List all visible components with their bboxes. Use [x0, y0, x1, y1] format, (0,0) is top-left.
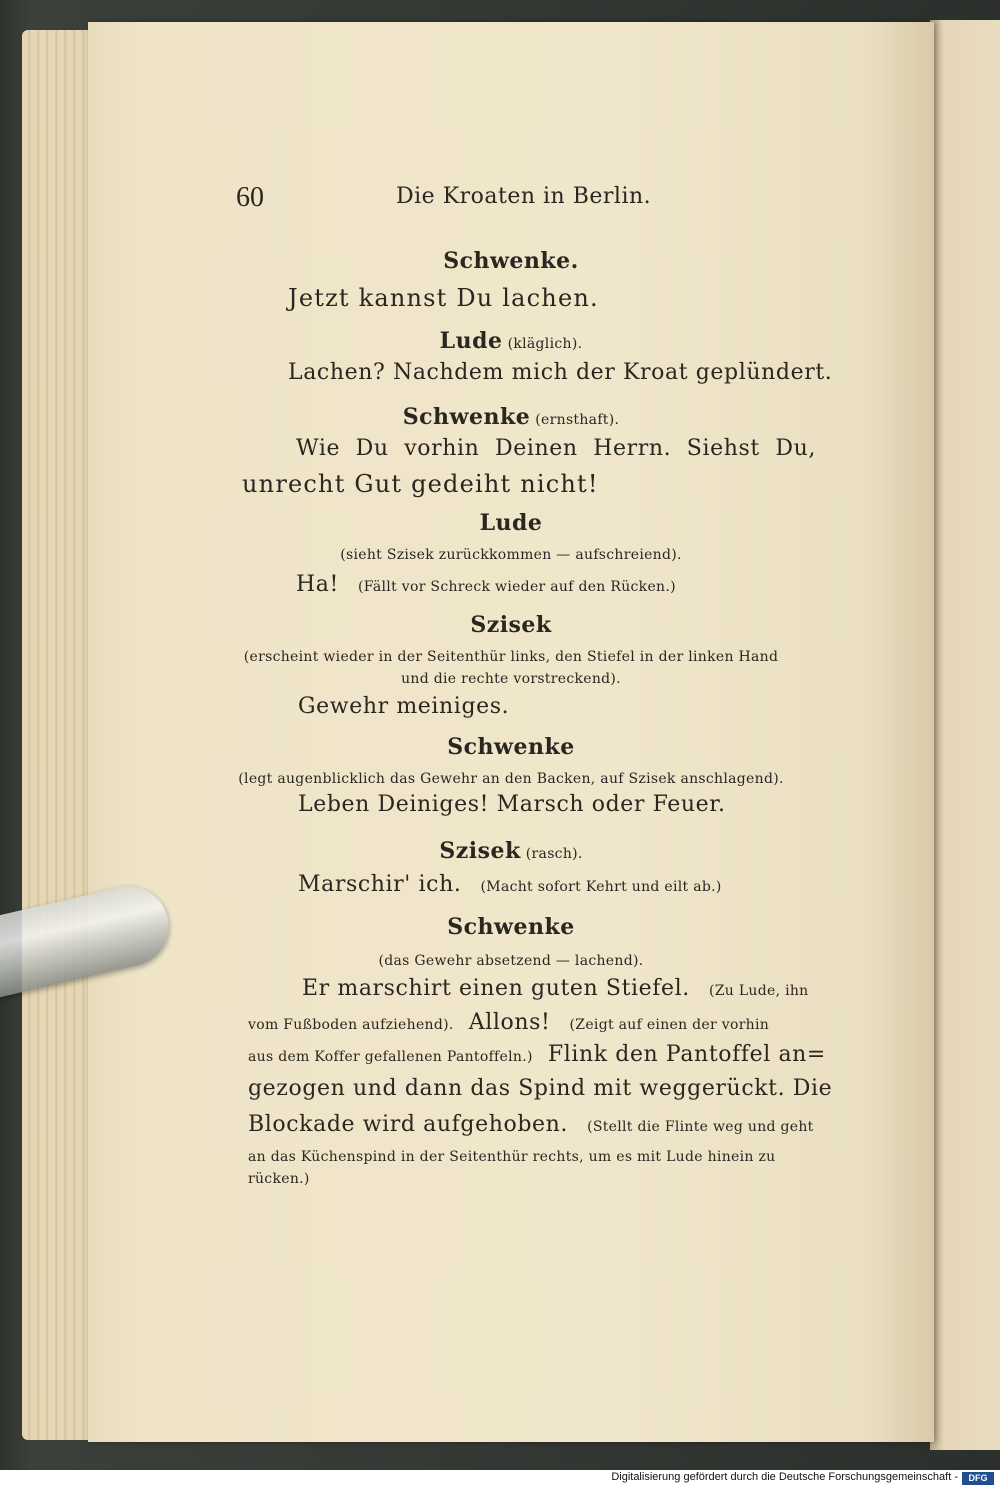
speech-text: Lachen? Nachdem mich der Kroat geplündert.	[288, 360, 833, 385]
stage-direction: vom Fußboden aufziehend).	[248, 1017, 454, 1033]
speech-line	[288, 284, 888, 312]
speaker-line	[88, 734, 934, 760]
speaker-name: Lude	[439, 328, 503, 354]
stage-direction: (Stellt die Flinte weg und geht	[587, 1119, 814, 1135]
footer-bar	[0, 1470, 1000, 1488]
speech-line	[248, 1112, 928, 1137]
stage-direction: an das Küchenspind in der Seitenthür rechts, um es mit Lude hinein zu	[248, 1149, 776, 1165]
speech-line	[242, 470, 842, 498]
speech-text: Marschir' ich.	[298, 872, 462, 897]
stage-direction: (kläglich).	[507, 336, 583, 352]
speech-text: Er marschirt einen guten Stiefel.	[302, 976, 690, 1001]
speaker-line	[88, 404, 934, 430]
speech-text: Allons!	[468, 1010, 551, 1035]
speech-line	[298, 872, 918, 897]
stage-direction: (ernsthaft).	[535, 412, 620, 428]
speech-line	[248, 1076, 833, 1101]
stage-direction: (rasch).	[525, 846, 583, 862]
speech-text: Wie Du vorhin Deinen Herrn. Siehst Du,	[296, 436, 816, 461]
speaker-name: Szisek	[439, 838, 521, 864]
stage-direction: (Zeigt auf einen der vorhin	[569, 1017, 770, 1033]
speech-text: Gewehr meiniges.	[298, 694, 510, 719]
stage-line	[88, 668, 934, 687]
dfg-logo: DFG	[962, 1472, 994, 1485]
speaker-name: Schwenke	[447, 914, 575, 940]
stage-line	[248, 1146, 928, 1165]
speaker-name: Szisek	[470, 612, 552, 638]
speech-text: Flink den Pantoffel an=	[547, 1042, 826, 1067]
page-number: 60	[236, 182, 264, 213]
speaker-name: Lude	[479, 510, 543, 536]
speech-line	[248, 1010, 928, 1035]
speech-text: gezogen und dann das Spind mit weggerückt. Die	[248, 1076, 833, 1101]
speaker-name: Schwenke	[447, 734, 575, 760]
stage-direction: (Zu Lude, ihn	[708, 983, 809, 999]
stage-direction: (erscheint wieder in der Seitenthür links, den Stiefel in der linken Hand	[243, 649, 779, 665]
speaker-name: Schwenke.	[443, 248, 579, 274]
stage-direction: (Fällt vor Schreck wieder auf den Rücken.)	[358, 579, 676, 595]
stage-direction: (das Gewehr absetzend — lachend).	[378, 953, 644, 969]
stage-direction: (sieht Szisek zurückkommen — aufschreiend).	[340, 547, 682, 563]
stage-line	[88, 950, 934, 969]
facing-page	[930, 20, 1000, 1450]
speaker-line	[88, 914, 934, 940]
speech-line	[298, 694, 898, 719]
speech-line	[248, 1042, 928, 1067]
speaker-line	[88, 838, 934, 864]
stage-direction: und die rechte vorstreckend).	[401, 671, 621, 687]
stage-line	[248, 1168, 928, 1187]
speaker-name: Schwenke	[402, 404, 531, 430]
speech-line	[302, 976, 922, 1001]
speech-line	[296, 436, 816, 461]
book-page	[88, 22, 934, 1442]
speech-text: Blockade wird aufgehoben.	[248, 1112, 568, 1137]
speech-line	[288, 360, 888, 385]
stage-line	[88, 646, 934, 665]
stage-line	[88, 544, 934, 563]
speech-text: Leben Deiniges! Marsch oder Feuer.	[298, 792, 726, 817]
stage-direction: (legt augenblicklich das Gewehr an den Backen, auf Szisek anschlagend).	[238, 771, 784, 787]
stage-direction: (Macht sofort Kehrt und eilt ab.)	[480, 879, 722, 895]
speaker-line	[88, 510, 934, 536]
speech-line	[298, 792, 898, 817]
speaker-line	[88, 248, 934, 274]
stage-direction: aus dem Koffer gefallenen Pantoffeln.)	[248, 1049, 533, 1065]
speaker-line	[88, 612, 934, 638]
speech-text: unrecht Gut gedeiht nicht!	[242, 470, 599, 498]
stage-direction: rücken.)	[248, 1171, 310, 1187]
speech-text: Jetzt kannst Du lachen.	[288, 284, 599, 312]
speaker-line	[88, 328, 934, 354]
speech-line	[296, 572, 916, 597]
stage-line	[88, 768, 934, 787]
speech-text: Ha!	[296, 572, 339, 597]
funding-credit: Digitalisierung gefördert durch die Deutsche Forschungsgemeinschaft -	[611, 1471, 958, 1483]
running-title: Die Kroaten in Berlin.	[396, 184, 652, 209]
